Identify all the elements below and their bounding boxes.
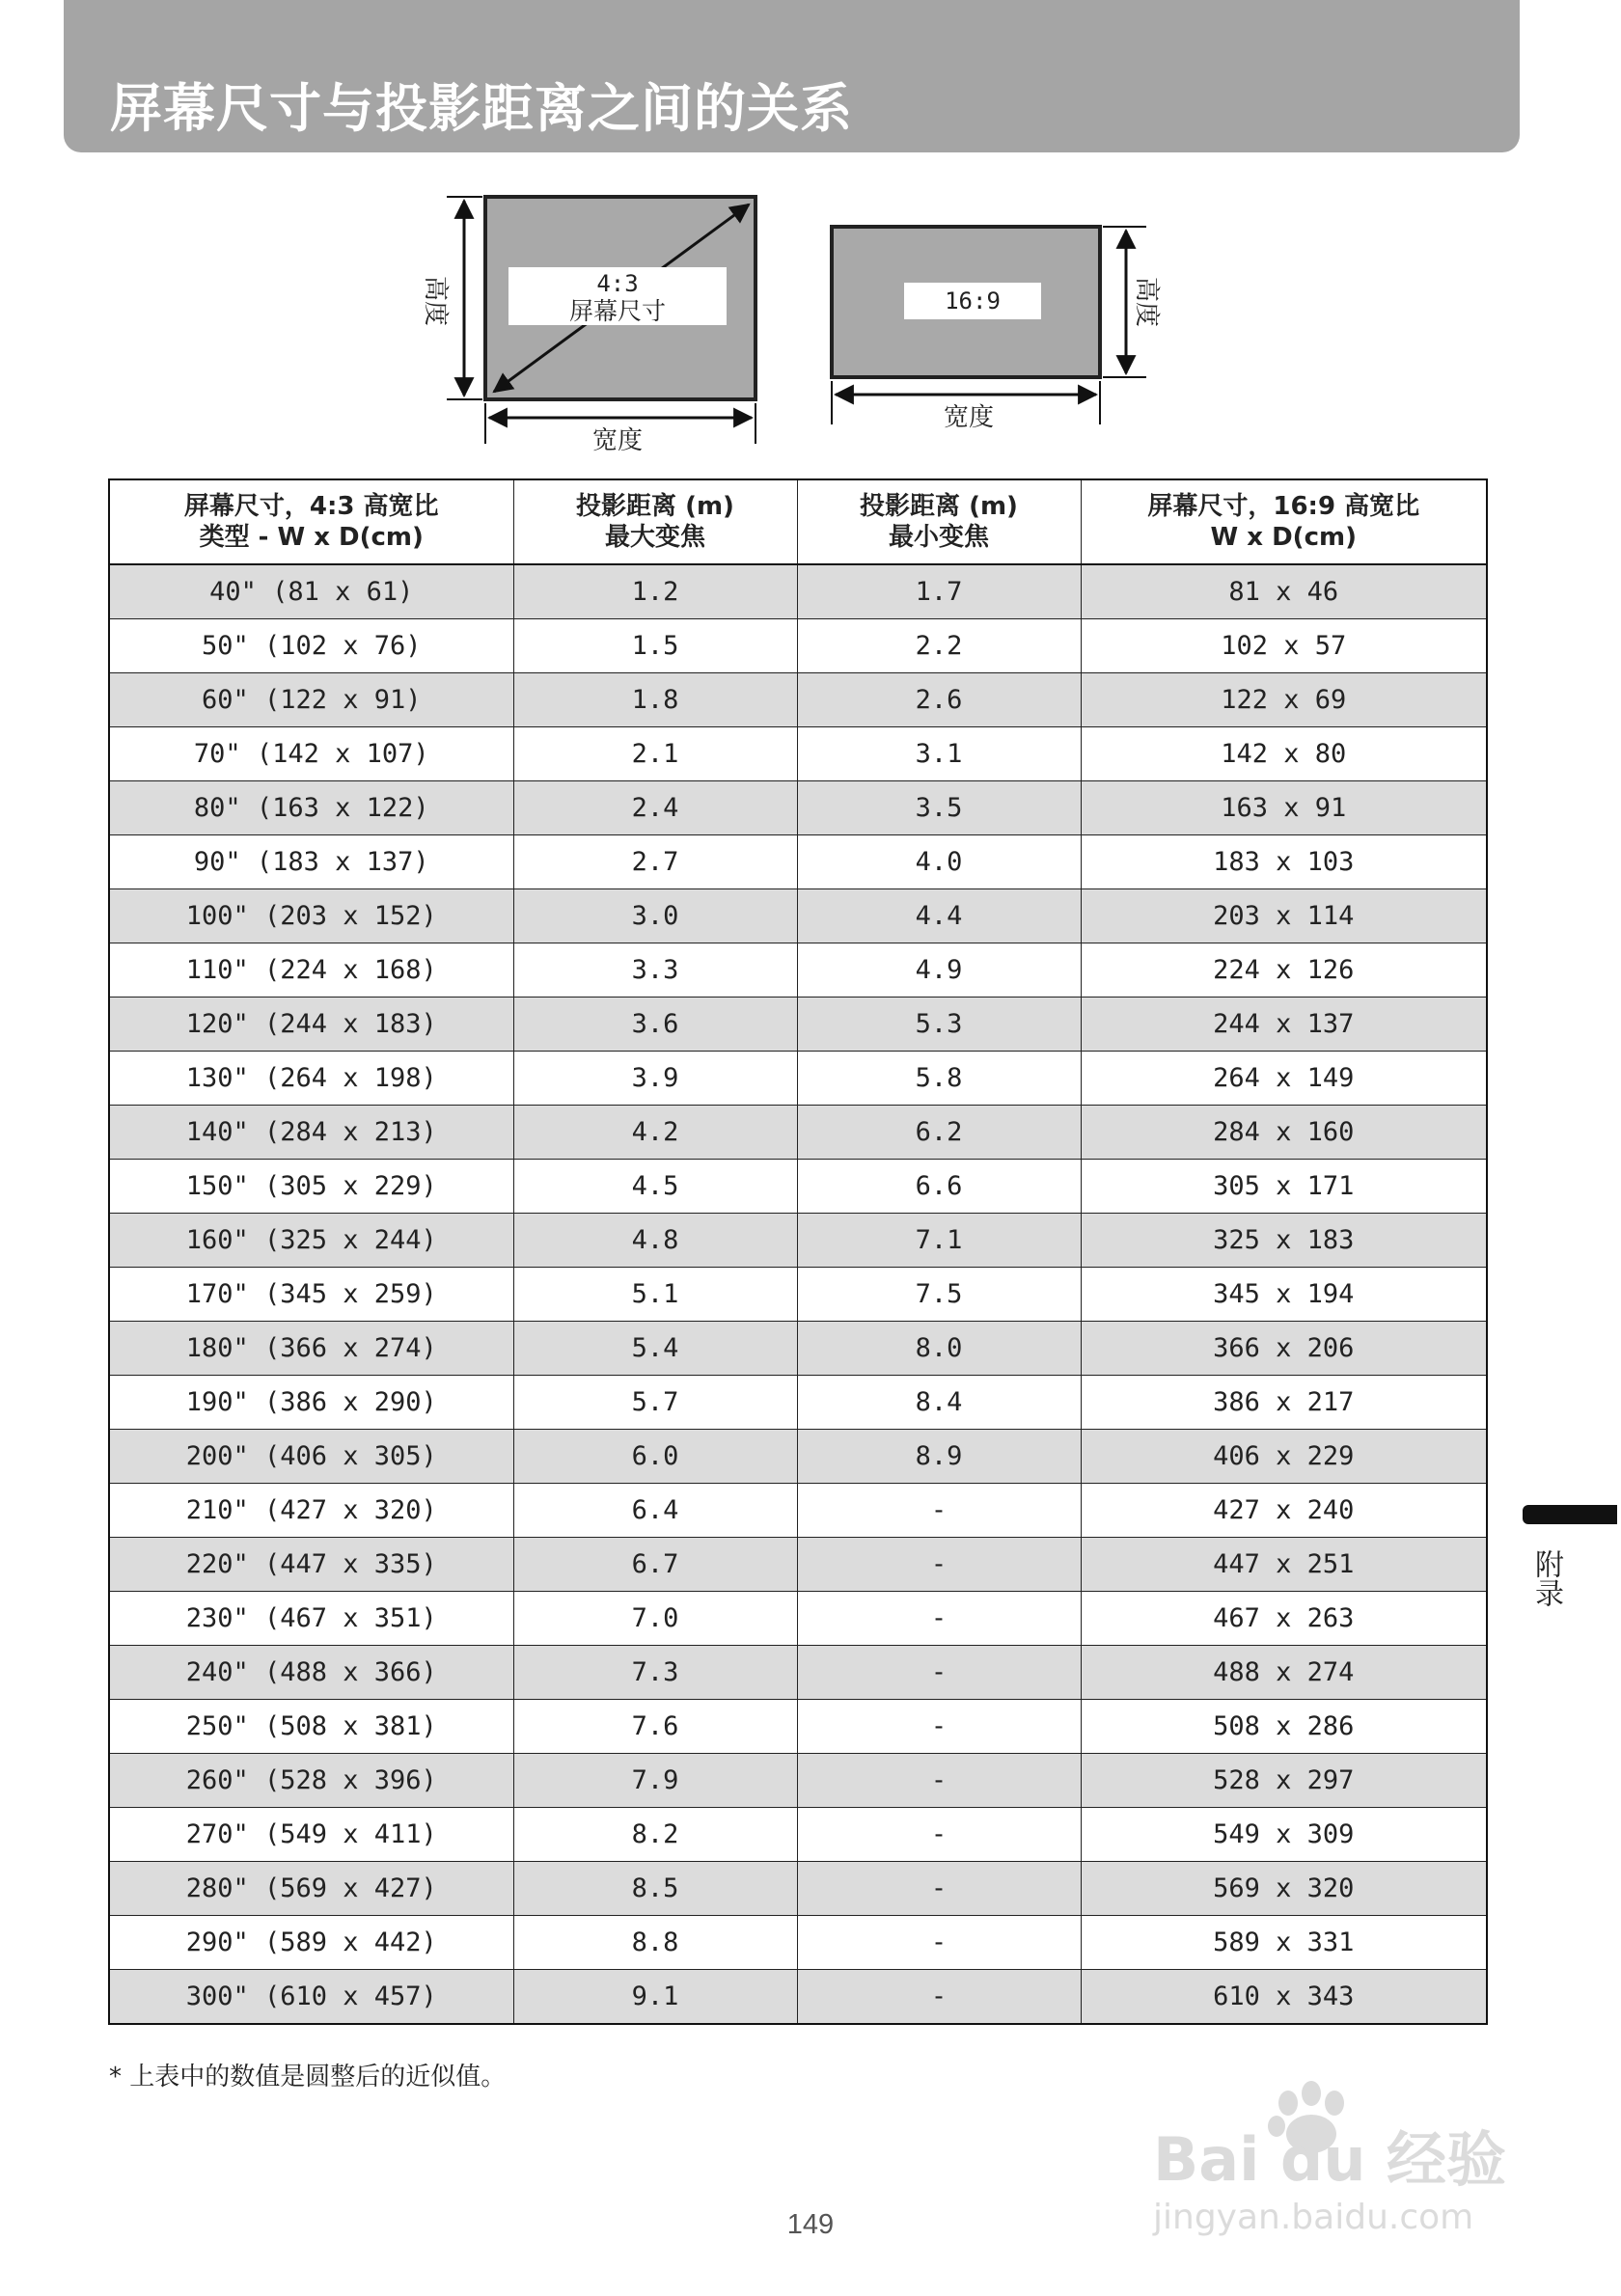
watermark-url: jingyan.baidu.com <box>1153 2198 1474 2237</box>
table-cell: 4.4 <box>797 889 1081 943</box>
table-cell: 1.7 <box>797 564 1081 619</box>
table-row <box>109 1592 1487 1646</box>
table-cell: 90" (183 x 137) <box>109 835 513 889</box>
table-row <box>109 1538 1487 1592</box>
table-cell: 325 x 183 <box>1081 1214 1487 1268</box>
table-cell: 224 x 126 <box>1081 943 1487 998</box>
height-label-4-3: 高度 <box>421 275 450 327</box>
table-row <box>109 1214 1487 1268</box>
ratio-label-16-9: 16:9 <box>945 287 1001 314</box>
ratio-label-4-3: 4:3 <box>596 270 639 297</box>
table-cell: 40" (81 x 61) <box>109 564 513 619</box>
header-line: 屏幕尺寸，4:3 高宽比 <box>183 492 439 521</box>
table-cell: 80" (163 x 122) <box>109 781 513 835</box>
table-row <box>109 1322 1487 1376</box>
table-cell: 270" (549 x 411) <box>109 1808 513 1862</box>
table-cell: 8.8 <box>513 1916 797 1970</box>
table-cell: 1.8 <box>513 673 797 727</box>
table-cell: - <box>797 1970 1081 2025</box>
page-number: 149 <box>786 2209 835 2240</box>
header-line: 投影距离 (m) <box>860 492 1018 521</box>
table-cell: 5.1 <box>513 1268 797 1322</box>
header-distance-min-zoom <box>797 479 1081 564</box>
table-row <box>109 1484 1487 1538</box>
table-cell: - <box>797 1808 1081 1862</box>
table-cell: - <box>797 1700 1081 1754</box>
table-cell: 122 x 69 <box>1081 673 1487 727</box>
table-cell: 50" (102 x 76) <box>109 619 513 673</box>
table-row <box>109 1376 1487 1430</box>
table-cell: 240" (488 x 366) <box>109 1646 513 1700</box>
table-cell: 5.3 <box>797 998 1081 1052</box>
table-row <box>109 998 1487 1052</box>
table-cell: 190" (386 x 290) <box>109 1376 513 1430</box>
table-cell: 4.0 <box>797 835 1081 889</box>
table-cell: 9.1 <box>513 1970 797 2025</box>
table-cell: 8.0 <box>797 1322 1081 1376</box>
table-cell: 3.1 <box>797 727 1081 781</box>
table-row <box>109 1808 1487 1862</box>
table-row <box>109 1646 1487 1700</box>
table-cell: 7.6 <box>513 1700 797 1754</box>
table-row <box>109 1700 1487 1754</box>
table-cell: 3.3 <box>513 943 797 998</box>
header-distance-max-zoom <box>513 479 797 564</box>
table-cell: - <box>797 1916 1081 1970</box>
table-cell: 7.9 <box>513 1754 797 1808</box>
table-cell: 120" (244 x 183) <box>109 998 513 1052</box>
table-cell: 142 x 80 <box>1081 727 1487 781</box>
table-cell: 8.4 <box>797 1376 1081 1430</box>
table-cell: 8.5 <box>513 1862 797 1916</box>
table-cell: 427 x 240 <box>1081 1484 1487 1538</box>
header-line: W x D(cm) <box>1210 523 1357 552</box>
table-cell: 569 x 320 <box>1081 1862 1487 1916</box>
table-body <box>109 564 1487 2024</box>
table-cell: 290" (589 x 442) <box>109 1916 513 1970</box>
table-cell: 220" (447 x 335) <box>109 1538 513 1592</box>
table-cell: 366 x 206 <box>1081 1322 1487 1376</box>
table-cell: 60" (122 x 91) <box>109 673 513 727</box>
header-screen-size-4-3 <box>109 479 513 564</box>
table-cell: - <box>797 1484 1081 1538</box>
table-cell: 3.0 <box>513 889 797 943</box>
table-cell: 284 x 160 <box>1081 1106 1487 1160</box>
table-row <box>109 1430 1487 1484</box>
table-cell: 200" (406 x 305) <box>109 1430 513 1484</box>
table-cell: - <box>797 1862 1081 1916</box>
table-row <box>109 1106 1487 1160</box>
table-cell: 2.2 <box>797 619 1081 673</box>
table-cell: 2.1 <box>513 727 797 781</box>
table-row <box>109 889 1487 943</box>
table-cell: 3.9 <box>513 1052 797 1106</box>
table-row <box>109 673 1487 727</box>
table-cell: 5.7 <box>513 1376 797 1430</box>
table-cell: 81 x 46 <box>1081 564 1487 619</box>
table-cell: 70" (142 x 107) <box>109 727 513 781</box>
baidu-watermark <box>1143 2045 1529 2238</box>
table-cell: 2.4 <box>513 781 797 835</box>
table-cell: 1.2 <box>513 564 797 619</box>
table-cell: 6.6 <box>797 1160 1081 1214</box>
table-cell: 345 x 194 <box>1081 1268 1487 1322</box>
table-cell: 203 x 114 <box>1081 889 1487 943</box>
table-cell: 102 x 57 <box>1081 619 1487 673</box>
table-row <box>109 1268 1487 1322</box>
table-cell: - <box>797 1592 1081 1646</box>
screen-4-3 <box>421 197 756 455</box>
width-label-4-3: 宽度 <box>591 426 644 455</box>
table-cell: 6.2 <box>797 1106 1081 1160</box>
table-cell: - <box>797 1754 1081 1808</box>
table-row <box>109 1052 1487 1106</box>
header-screen-size-16-9 <box>1081 479 1487 564</box>
table-cell: 264 x 149 <box>1081 1052 1487 1106</box>
height-label-16-9: 高度 <box>1132 276 1161 328</box>
table-row <box>109 619 1487 673</box>
screen-16-9 <box>832 227 1161 432</box>
header-line: 类型 - W x D(cm) <box>199 523 424 552</box>
table-cell: 1.5 <box>513 619 797 673</box>
header-line: 最大变焦 <box>604 523 705 552</box>
header-line: 最小变焦 <box>888 523 989 552</box>
table-cell: - <box>797 1538 1081 1592</box>
section-tab-label: 附录 <box>1529 1549 1563 1607</box>
table-cell: - <box>797 1646 1081 1700</box>
table-cell: 183 x 103 <box>1081 835 1487 889</box>
watermark-brand: Bai du 经验 <box>1153 2124 1507 2195</box>
width-label-16-9: 宽度 <box>943 403 995 432</box>
footnote: * 上表中的数值是圆整后的近似值。 <box>109 2063 507 2091</box>
table-cell: 110" (224 x 168) <box>109 943 513 998</box>
table-cell: 2.6 <box>797 673 1081 727</box>
table-cell: 6.0 <box>513 1430 797 1484</box>
header-line: 屏幕尺寸，16:9 高宽比 <box>1147 492 1420 521</box>
table-cell: 7.1 <box>797 1214 1081 1268</box>
table-cell: 8.9 <box>797 1430 1081 1484</box>
table-cell: 300" (610 x 457) <box>109 1970 513 2025</box>
table-cell: 406 x 229 <box>1081 1430 1487 1484</box>
table-cell: 6.4 <box>513 1484 797 1538</box>
projection-table-container <box>108 478 1486 2025</box>
table-cell: 7.5 <box>797 1268 1081 1322</box>
table-cell: 163 x 91 <box>1081 781 1487 835</box>
section-tab-marker <box>1523 1505 1617 1524</box>
table-cell: 4.2 <box>513 1106 797 1160</box>
table-cell: 5.4 <box>513 1322 797 1376</box>
table-row <box>109 1916 1487 1970</box>
table-row <box>109 781 1487 835</box>
table-cell: 4.5 <box>513 1160 797 1214</box>
table-cell: 2.7 <box>513 835 797 889</box>
table-row <box>109 835 1487 889</box>
table-cell: 3.6 <box>513 998 797 1052</box>
table-row <box>109 943 1487 998</box>
table-cell: 305 x 171 <box>1081 1160 1487 1214</box>
table-cell: 6.7 <box>513 1538 797 1592</box>
table-cell: 7.0 <box>513 1592 797 1646</box>
projection-distance-table <box>108 478 1488 2025</box>
table-row <box>109 1970 1487 2025</box>
table-row <box>109 727 1487 781</box>
table-cell: 386 x 217 <box>1081 1376 1487 1430</box>
table-cell: 230" (467 x 351) <box>109 1592 513 1646</box>
header-line: 投影距离 (m) <box>576 492 734 521</box>
table-cell: 280" (569 x 427) <box>109 1862 513 1916</box>
table-cell: 100" (203 x 152) <box>109 889 513 943</box>
table-row <box>109 564 1487 619</box>
screen-diagram <box>0 0 1621 463</box>
table-header-row <box>109 479 1487 564</box>
table-cell: 130" (264 x 198) <box>109 1052 513 1106</box>
table-cell: 549 x 309 <box>1081 1808 1487 1862</box>
table-cell: 160" (325 x 244) <box>109 1214 513 1268</box>
table-cell: 150" (305 x 229) <box>109 1160 513 1214</box>
table-cell: 589 x 331 <box>1081 1916 1487 1970</box>
table-row <box>109 1160 1487 1214</box>
table-cell: 5.8 <box>797 1052 1081 1106</box>
table-cell: 180" (366 x 274) <box>109 1322 513 1376</box>
table-cell: 508 x 286 <box>1081 1700 1487 1754</box>
table-cell: 7.3 <box>513 1646 797 1700</box>
table-cell: 260" (528 x 396) <box>109 1754 513 1808</box>
size-label-4-3: 屏幕尺寸 <box>568 297 667 325</box>
table-cell: 244 x 137 <box>1081 998 1487 1052</box>
table-cell: 4.8 <box>513 1214 797 1268</box>
table-cell: 210" (427 x 320) <box>109 1484 513 1538</box>
page-title: 屏幕尺寸与投影距离之间的关系 <box>110 78 853 139</box>
table-cell: 250" (508 x 381) <box>109 1700 513 1754</box>
table-cell: 610 x 343 <box>1081 1970 1487 2025</box>
table-cell: 140" (284 x 213) <box>109 1106 513 1160</box>
table-cell: 467 x 263 <box>1081 1592 1487 1646</box>
table-row <box>109 1754 1487 1808</box>
table-cell: 528 x 297 <box>1081 1754 1487 1808</box>
table-cell: 3.5 <box>797 781 1081 835</box>
table-cell: 4.9 <box>797 943 1081 998</box>
table-cell: 488 x 274 <box>1081 1646 1487 1700</box>
table-row <box>109 1862 1487 1916</box>
table-cell: 170" (345 x 259) <box>109 1268 513 1322</box>
table-cell: 8.2 <box>513 1808 797 1862</box>
table-cell: 447 x 251 <box>1081 1538 1487 1592</box>
